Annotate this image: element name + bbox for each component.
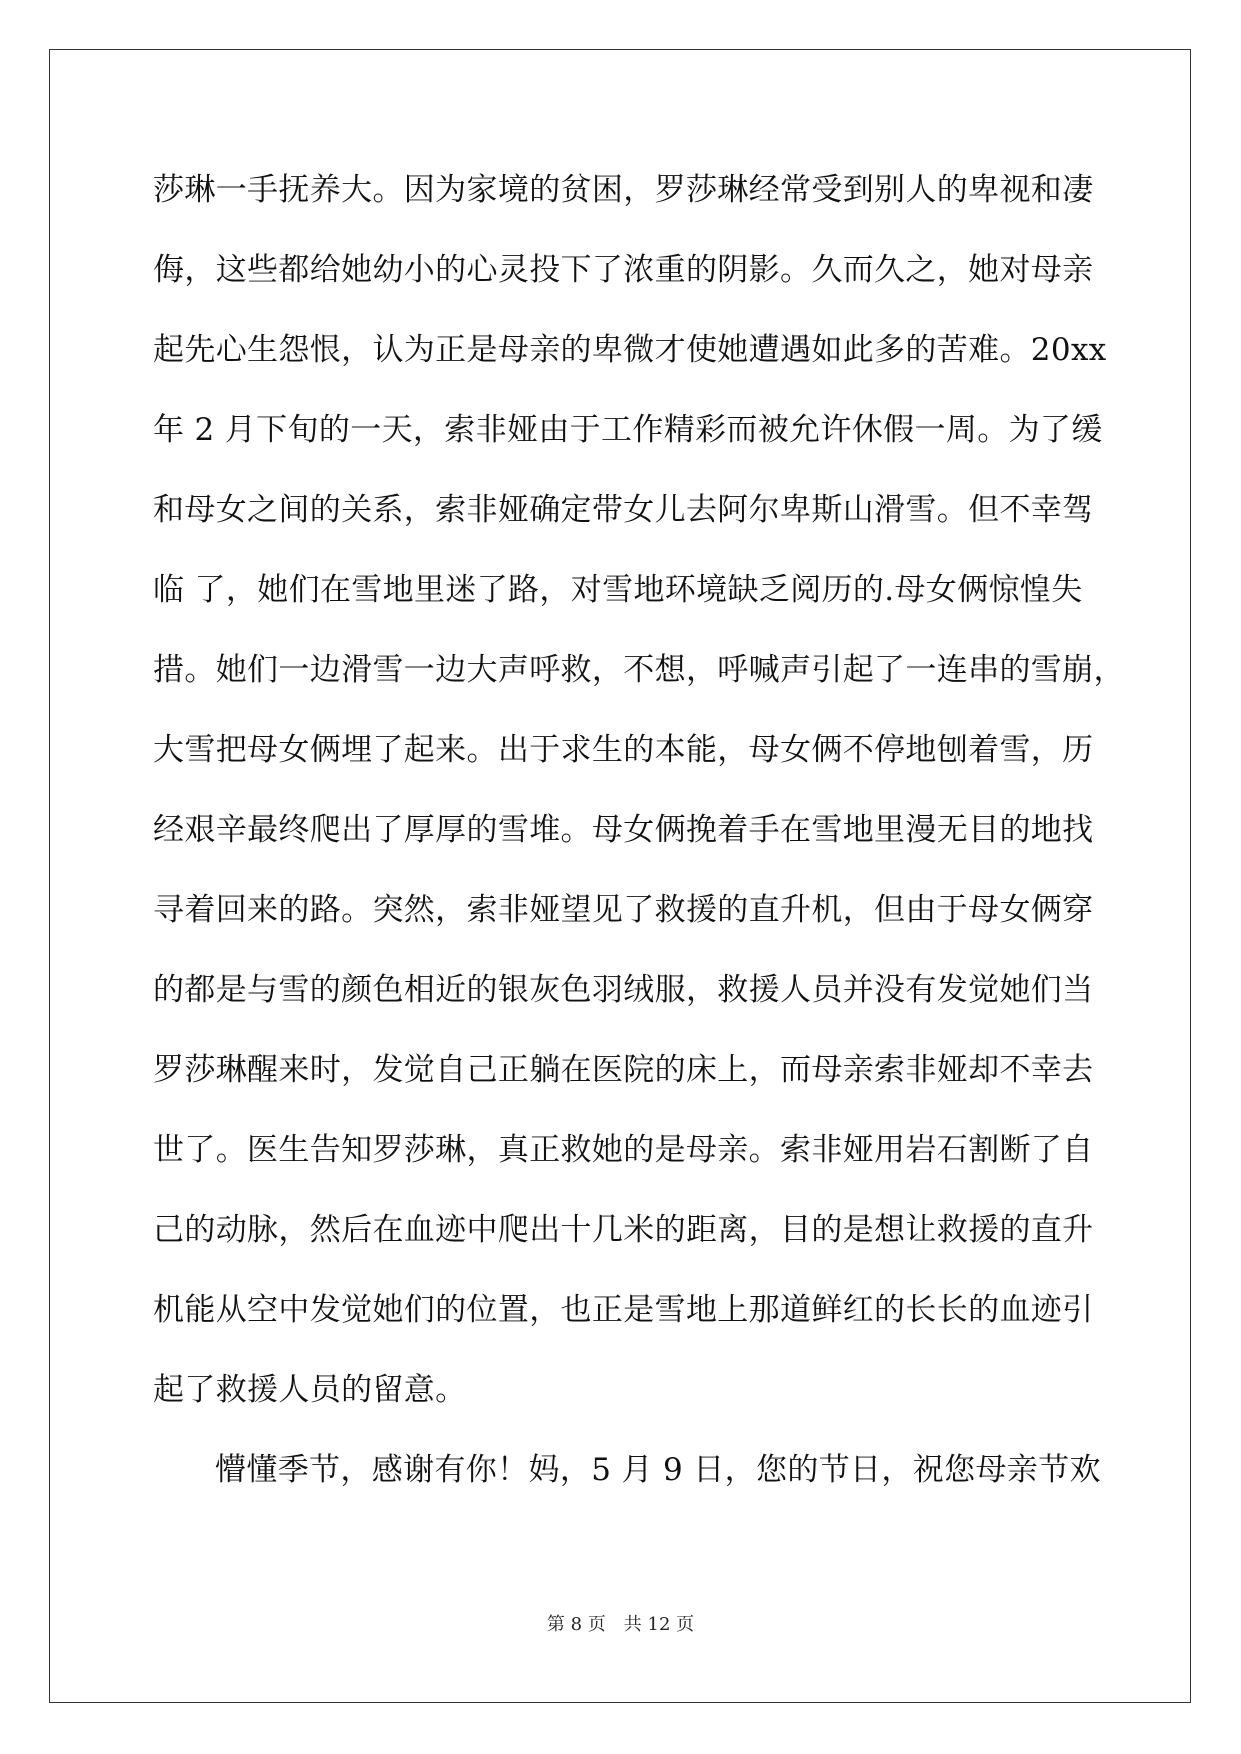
text-line: 莎琳一手抚养大。因为家境的贫困，罗莎琳经常受到别人的卑视和凄 — [153, 172, 1094, 208]
paragraph-first-line: 懵懂季节，感谢有你！妈，5 月 9 日，您的节日，祝您母亲节欢 — [215, 1452, 1101, 1488]
text-line: 措。她们一边滑雪一边大声呼救，不想，呼喊声引起了一连串的雪崩， — [153, 652, 1125, 688]
text-line: 临 了，她们在雪地里迷了路，对雪地环境缺乏阅历的.母女俩惊惶失 — [153, 572, 1083, 608]
text-line: 己的动脉，然后在血迹中爬出十几米的距离，目的是想让救援的直升 — [153, 1212, 1094, 1248]
text-line: 经艰辛最终爬出了厚厚的雪堆。母女俩挽着手在雪地里漫无目的地找 — [153, 812, 1094, 848]
text-line: 罗莎琳醒来时，发觉自己正躺在医院的床上，而母亲索非娅却不幸去 — [153, 1052, 1094, 1088]
document-body — [153, 162, 1125, 1522]
text-line: 和母女之间的关系，索非娅确定带女儿去阿尔卑斯山滑雪。但不幸驾 — [153, 492, 1094, 528]
text-line: 机能从空中发觉她们的位置，也正是雪地上那道鲜红的长长的血迹引 — [153, 1292, 1094, 1328]
text-line: 世了。医生告知罗莎琳，真正救她的是母亲。索非娅用岩石割断了自 — [153, 1132, 1094, 1168]
page-total: 共 12 页 — [623, 1614, 695, 1635]
text-line: 侮，这些都给她幼小的心灵投下了浓重的阴影。久而久之，她对母亲 — [153, 252, 1094, 288]
text-line: 寻着回来的路。突然，索非娅望见了救援的直升机，但由于母女俩穿 — [153, 892, 1094, 928]
page-footer — [0, 1610, 1241, 1636]
text-line: 大雪把母女俩埋了起来。出于求生的本能，母女俩不停地刨着雪，历 — [153, 732, 1094, 768]
text-line: 的都是与雪的颜色相近的银灰色羽绒服，救援人员并没有发觉她们当 — [153, 972, 1094, 1008]
text-line: 起了救援人员的留意。 — [153, 1372, 467, 1408]
text-line: 起先心生怨恨，认为正是母亲的卑微才使她遭遇如此多的苦难。20xx — [153, 332, 1107, 368]
page-number: 第 8 页 — [546, 1614, 606, 1635]
text-line: 年 2 月下旬的一天，索非娅由于工作精彩而被允许休假一周。为了缓 — [153, 412, 1103, 448]
